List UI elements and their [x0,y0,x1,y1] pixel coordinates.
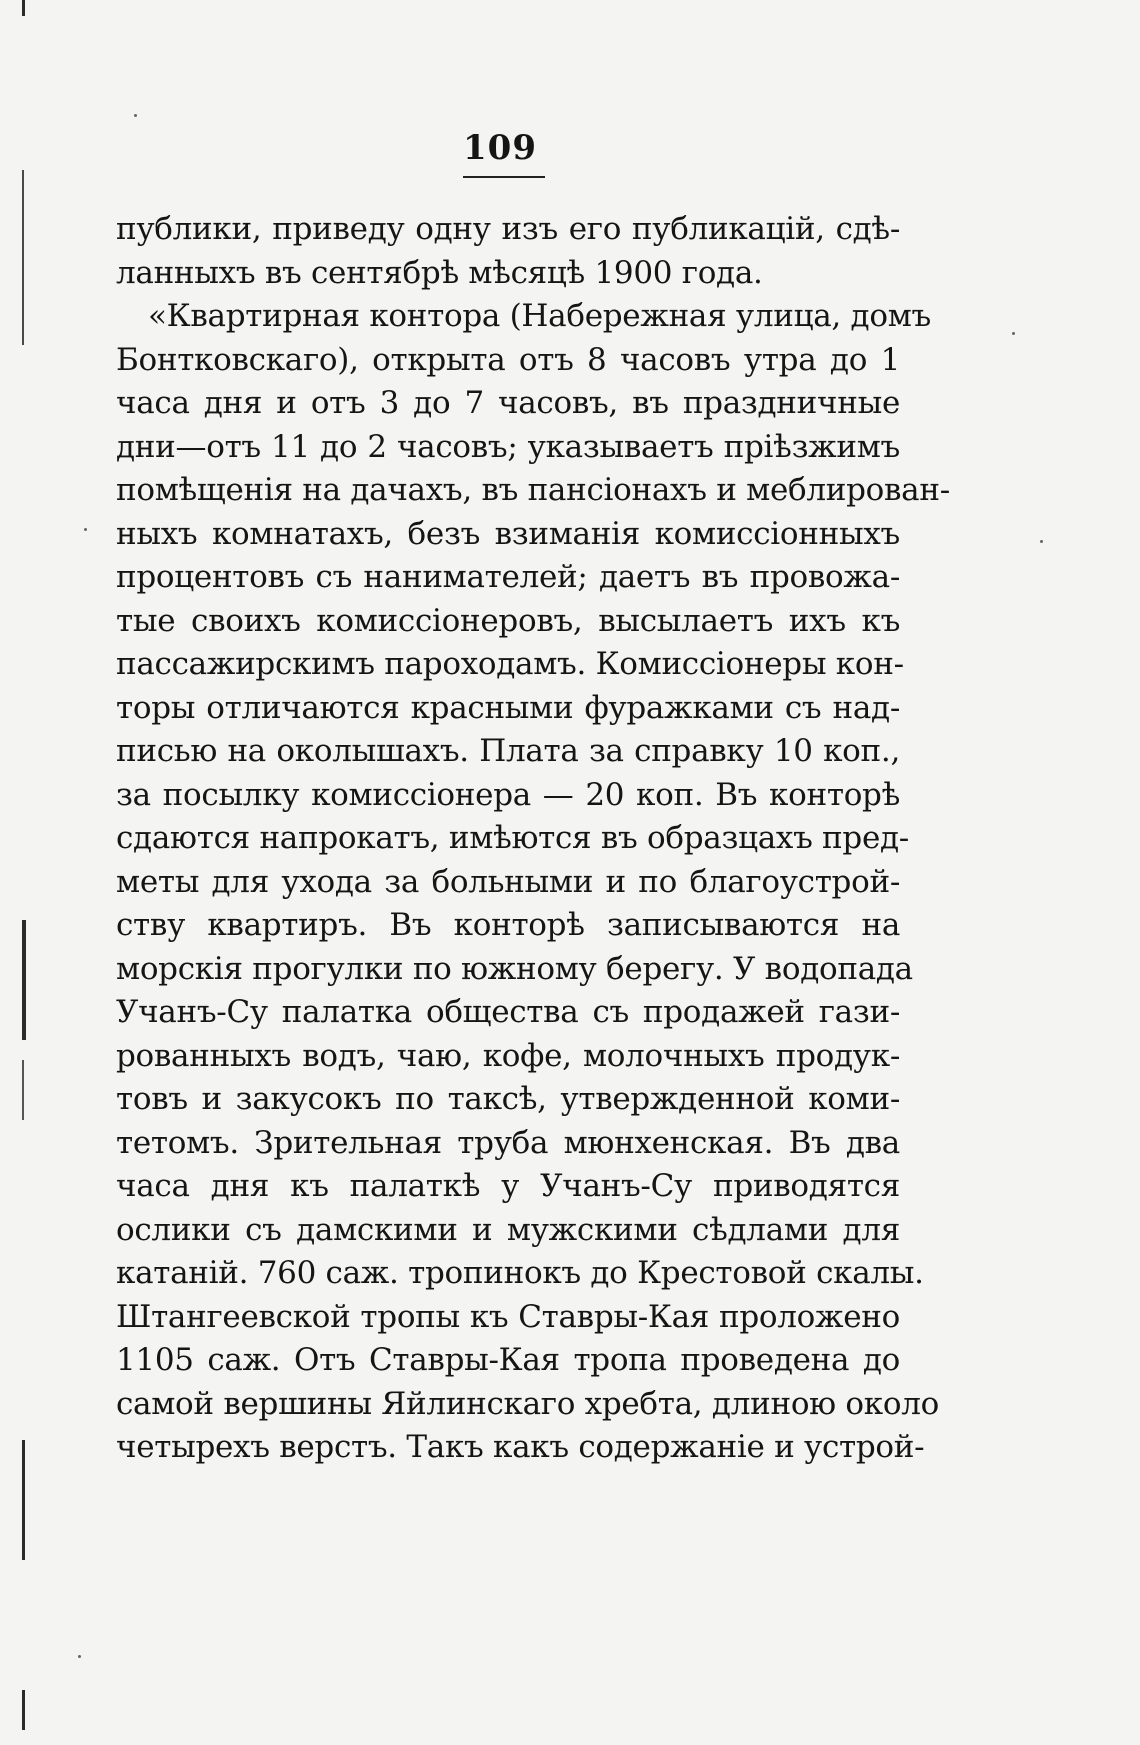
page-number-rule [463,176,545,178]
scan-edge-mark [22,170,24,345]
text-line: публики, приведу одну изъ его публикацій, сдѣ- [116,211,900,247]
body-text [116,208,950,1470]
scan-speck [78,1655,81,1658]
text-line: ству квартиръ. Въ конторѣ записываются на [116,907,900,943]
text-line: Бонтковскаго), открыта отъ 8 часовъ утра до 1 [116,341,900,378]
text-line: ныхъ комнатахъ, безъ взиманія комиссіонныхъ [116,515,900,552]
text-line: 1105 саж. Отъ Ставры-Кая тропа проведена до [116,1342,900,1378]
text-line: помѣщенія на дачахъ, въ пансіонахъ и меблирован- [116,472,950,508]
text-line: часа дня къ палаткѣ у Учанъ-Су приводятся [116,1168,900,1204]
text-line: дни—отъ 11 до 2 часовъ; указываетъ пріѣзжимъ [116,428,900,465]
text-line: товъ и закусокъ по таксѣ, утвержденной коми- [116,1081,900,1117]
text-line: часа дня и отъ 3 до 7 часовъ, въ праздничные [116,385,900,421]
page-number: 109 [463,128,537,168]
text-line: ланныхъ въ сентябрѣ мѣсяцѣ 1900 года. [116,254,763,291]
scan-edge-mark [22,0,25,16]
text-line: Штангеевской тропы къ Ставры-Кая проложено [116,1298,900,1335]
text-line: Учанъ-Су палатка общества съ продажей гази- [116,994,900,1030]
text-line: морскія прогулки по южному берегу. У водопада [116,950,913,987]
text-line: ослики съ дамскими и мужскими сѣдлами для [116,1211,900,1248]
scan-speck [84,528,87,531]
text-line: «Квартирная контора (Набережная улица, домъ [148,298,931,334]
scan-speck [134,114,137,117]
text-line: сдаются напрокатъ, имѣются въ образцахъ пред- [116,820,909,856]
text-line: за посылку комиссіонера — 20 коп. Въ конторѣ [116,776,900,813]
text-line: меты для ухода за больными и по благоустрой- [116,863,900,900]
text-line: катаній. 760 саж. тропинокъ до Крестовой скалы. [116,1255,924,1291]
scan-edge-mark [22,1690,25,1730]
text-line: процентовъ съ нанимателей; даетъ въ провожа- [116,559,900,595]
text-line: рованныхъ водъ, чаю, кофе, молочныхъ продук- [116,1037,900,1074]
text-line: четырехъ верстъ. Такъ какъ содержаніе и устрой- [116,1429,925,1465]
scan-speck [1012,332,1015,335]
text-line: тетомъ. Зрительная труба мюнхенская. Въ два [116,1124,900,1161]
text-line: самой вершины Яйлинскаго хребта, длиною около [116,1385,939,1422]
scan-edge-mark [22,920,26,1040]
text-line: писью на околышахъ. Плата за справку 10 коп., [116,733,900,769]
scan-edge-mark [22,1060,24,1120]
text-line: торы отличаются красными фуражками съ над- [116,689,900,726]
scan-edge-mark [22,1440,25,1560]
scan-speck [1040,540,1043,543]
text-line: тые своихъ комиссіонеровъ, высылаетъ ихъ къ [116,602,900,639]
text-line: пассажирскимъ пароходамъ. Комиссіонеры кон- [116,646,904,682]
